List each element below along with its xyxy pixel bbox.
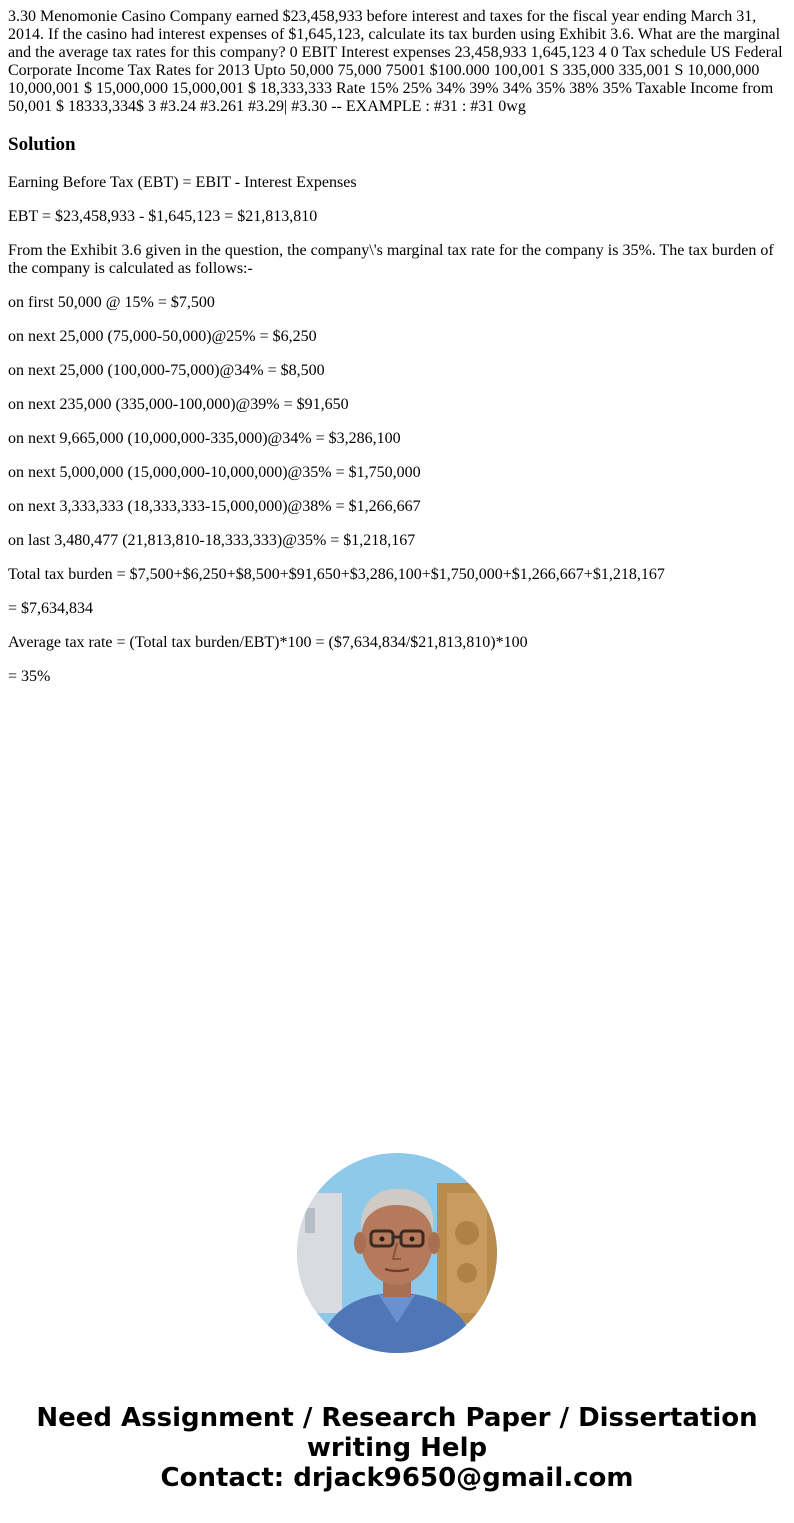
- promo-line-2: writing Help: [306, 1433, 488, 1463]
- solution-body: [8, 174, 786, 686]
- solution-line: = $7,634,834: [8, 600, 94, 617]
- solution-line: From the Exhibit 3.6 given in the question, the company\'s marginal tax rate for the company is 35%. The tax burden of the company is calculated as follows:-: [8, 242, 774, 277]
- author-avatar: [297, 1153, 497, 1353]
- solution-line: on next 9,665,000 (10,000,000-335,000)@34% = $3,286,100: [8, 430, 401, 447]
- question-text: 3.30 Menomonie Casino Company earned $23,458,933 before interest and taxes for the fiscal year ending March 31, 2014. If the casino had interest expenses of $1,645,123, calculate its tax burden using Exhibit 3.6. What are the marginal and the average tax rates for this company? 0 EBIT Interest expenses 23,458,933 1,645,123 4 0 Tax schedule US Federal Corporate Income Tax Rates for 2013 Upto 50,000 75,000 75001 $100.000 100,001 S 335,000 335,001 S 10,000,000 10,000,001 $ 15,000,000 15,000,001 $ 18,333,333 Rate 15% 25% 34% 39% 34% 35% 38% 35% Taxable Income from 50,001 $ 18333,334$ 3 #3.24 #3.261 #3.29| #3.30 -- EXAMPLE : #31 : #31 0wg: [8, 8, 783, 115]
- solution-line: on next 25,000 (75,000-50,000)@25% = $6,250: [8, 328, 317, 345]
- contact-line: Contact: drjack9650@gmail.com: [160, 1463, 634, 1493]
- solution-line: = 35%: [8, 668, 51, 685]
- solution-line: on next 25,000 (100,000-75,000)@34% = $8,500: [8, 362, 325, 379]
- solution-line: EBT = $23,458,933 - $1,645,123 = $21,813,810: [8, 208, 318, 225]
- solution-line: on first 50,000 @ 15% = $7,500: [8, 294, 215, 311]
- document-body: [8, 8, 786, 702]
- solution-line: on next 235,000 (335,000-100,000)@39% = $91,650: [8, 396, 349, 413]
- solution-line: on last 3,480,477 (21,813,810-18,333,333)@35% = $1,218,167: [8, 532, 416, 549]
- solution-line: Average tax rate = (Total tax burden/EBT)*100 = ($7,634,834/$21,813,810)*100: [8, 634, 528, 651]
- author-photo-icon: [297, 1153, 497, 1353]
- promo-line-1: Need Assignment / Research Paper / Dissertation: [36, 1403, 758, 1433]
- solution-heading: Solution: [8, 134, 76, 155]
- solution-line: Total tax burden = $7,500+$6,250+$8,500+$91,650+$3,286,100+$1,750,000+$1,266,667+$1,218,167: [8, 566, 665, 583]
- promo-footer: [0, 1403, 794, 1493]
- solution-line: on next 5,000,000 (15,000,000-10,000,000)@35% = $1,750,000: [8, 464, 421, 481]
- solution-line: on next 3,333,333 (18,333,333-15,000,000)@38% = $1,266,667: [8, 498, 421, 515]
- solution-line: Earning Before Tax (EBT) = EBIT - Interest Expenses: [8, 174, 357, 191]
